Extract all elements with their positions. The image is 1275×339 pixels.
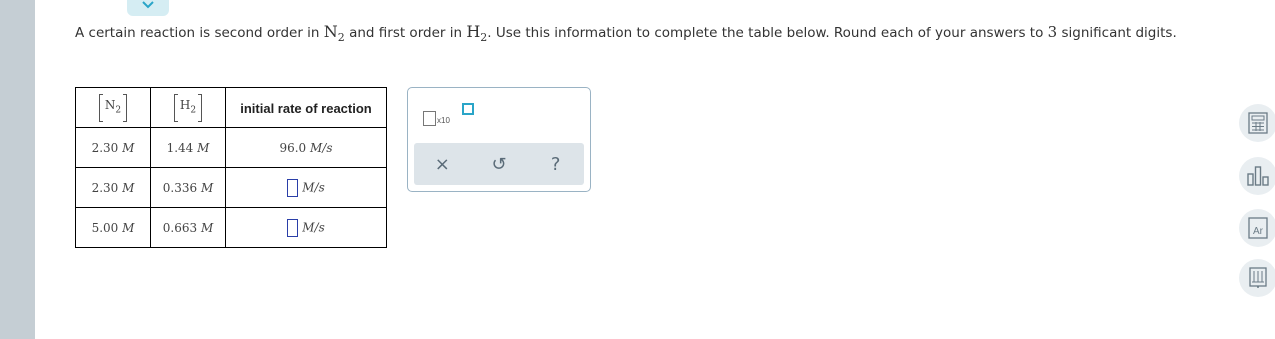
question-part: A certain reaction is second order in [75, 25, 324, 41]
collapse-toggle[interactable] [127, 0, 169, 16]
header-n2: $N_2$ [76, 88, 151, 128]
cell-n2: 2.30 M [76, 128, 151, 168]
table-row [76, 168, 387, 208]
scientific-notation-button[interactable] [423, 101, 463, 127]
table-row [76, 128, 387, 168]
cell-n2: 5.00 M [76, 208, 151, 248]
n2-formula: $N_2$ [323, 22, 345, 45]
rate-answer-input[interactable] [287, 219, 298, 237]
header-h2: $H_2$ [151, 88, 226, 128]
cell-rate: 96.0 M/s [226, 128, 387, 168]
bar-chart-icon [1246, 165, 1270, 187]
undo-button[interactable]: ↺ [491, 153, 507, 175]
cell-h2: 0.663 M [151, 208, 226, 248]
cell-rate-input: M/s [226, 168, 387, 208]
question-part: and first order in [344, 25, 467, 41]
question-text [75, 19, 1195, 51]
periodic-table-button[interactable] [1239, 209, 1275, 247]
rate-table [75, 87, 387, 248]
calculator-button[interactable] [1239, 104, 1275, 142]
cell-rate-input: M/s [226, 208, 387, 248]
table-row [76, 208, 387, 248]
x10-label: x10 [437, 116, 450, 125]
cell-n2: 2.30 M [76, 168, 151, 208]
cell-h2: 0.336 M [151, 168, 226, 208]
sig-figs-number: 3 [1047, 23, 1058, 41]
left-rail [0, 0, 35, 339]
math-palette [407, 87, 591, 192]
textbook-button[interactable] [1239, 259, 1275, 297]
question-part: significant digits. [1057, 25, 1177, 41]
h2-formula: $H_2$ [466, 22, 488, 45]
svg-text:Ar: Ar [1253, 226, 1263, 237]
palette-action-bar [414, 143, 584, 185]
cell-h2: 1.44 M [151, 128, 226, 168]
clear-button[interactable]: × [434, 153, 450, 175]
mantissa-box-icon [423, 111, 436, 126]
chevron-down-icon [140, 0, 156, 10]
calculator-icon [1248, 112, 1268, 134]
rate-answer-input[interactable] [287, 179, 298, 197]
data-chart-button[interactable] [1239, 157, 1275, 195]
question-part: . Use this information to complete the table below. Round each of your answers to [487, 25, 1048, 41]
help-button[interactable]: ? [550, 153, 561, 175]
table-header-row [76, 88, 387, 128]
textbook-icon [1248, 267, 1268, 289]
header-rate: initial rate of reaction [226, 88, 387, 128]
exponent-box-icon [462, 103, 474, 115]
periodic-table-icon [1248, 217, 1268, 239]
